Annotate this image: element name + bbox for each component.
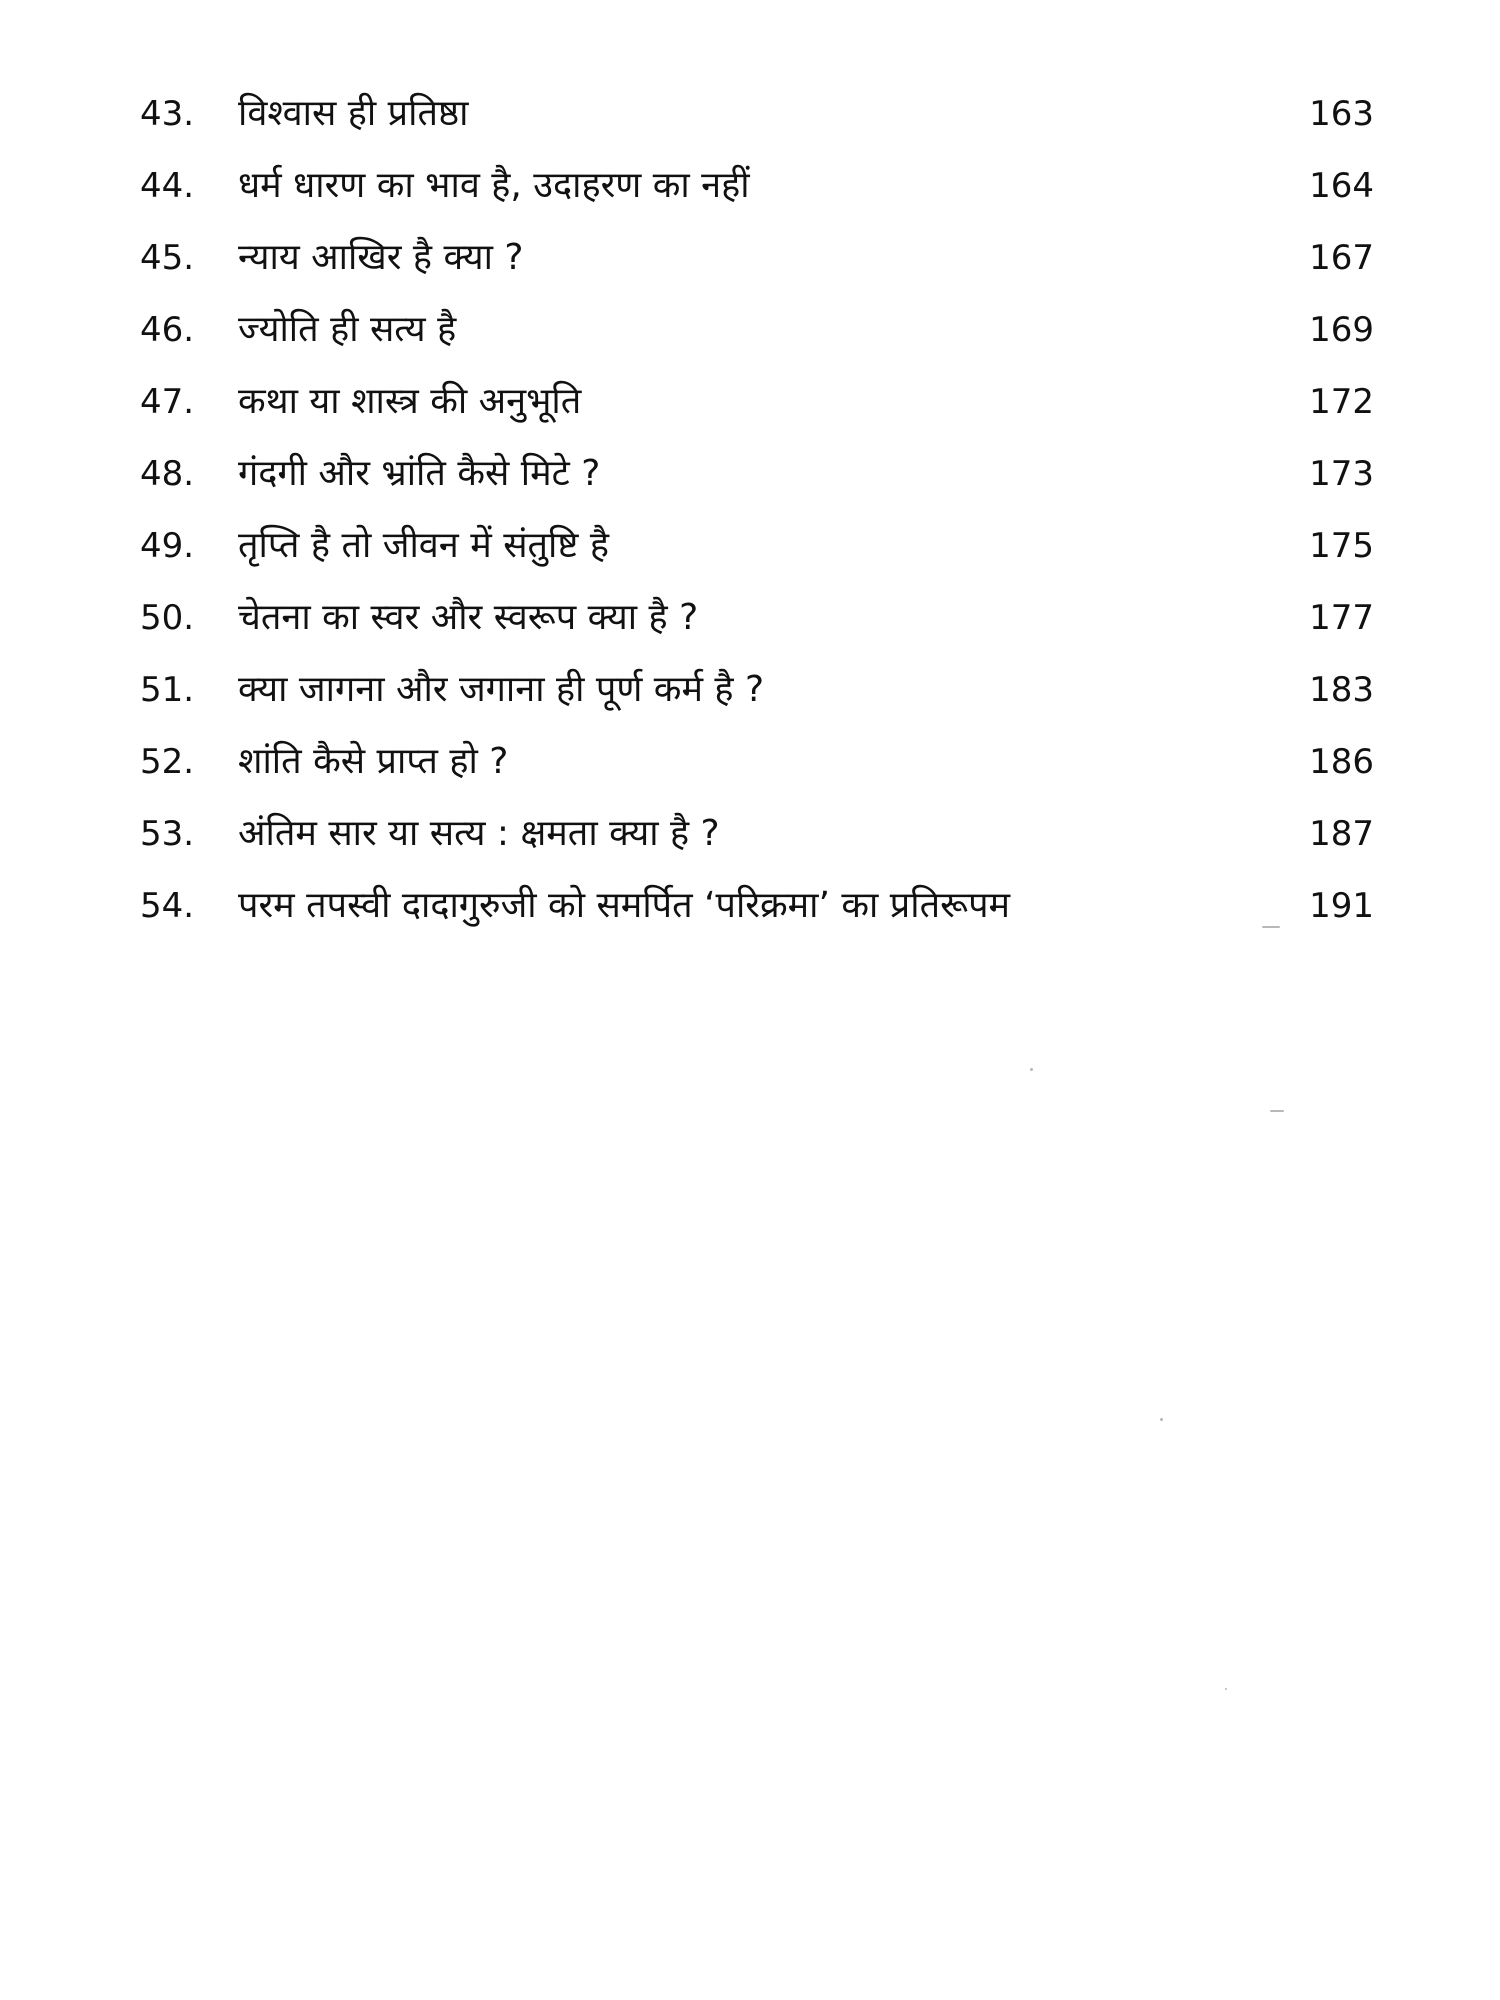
toc-entry — [0, 298, 1500, 370]
entry-title: अंतिम सार या सत्य : क्षमता क्या है ? — [238, 813, 720, 854]
entry-page-number: 186 — [1309, 742, 1374, 782]
entry-number: 54. — [140, 886, 195, 926]
scan-speck — [1225, 1688, 1227, 1690]
entry-title: ज्योति ही सत्य है — [238, 309, 457, 350]
entry-page-number: 191 — [1309, 886, 1374, 926]
entry-title: शांति कैसे प्राप्त हो ? — [238, 741, 509, 782]
entry-number: 45. — [140, 238, 195, 278]
entry-number: 46. — [140, 310, 195, 350]
scan-speck — [1160, 1418, 1163, 1421]
entry-number: 44. — [140, 166, 195, 206]
entry-title: गंदगी और भ्रांति कैसे मिटे ? — [238, 453, 601, 494]
toc-entry — [0, 874, 1500, 946]
entry-title: तृप्ति है तो जीवन में संतुष्टि है — [238, 525, 609, 566]
toc-entry — [0, 730, 1500, 802]
table-of-contents — [0, 82, 1500, 946]
entry-number: 43. — [140, 94, 195, 134]
entry-title: परम तपस्वी दादागुरुजी को समर्पित ‘परिक्रमा’ का प्रतिरूपम — [238, 885, 1011, 926]
entry-page-number: 172 — [1309, 382, 1374, 422]
toc-entry — [0, 154, 1500, 226]
entry-page-number: 187 — [1309, 814, 1374, 854]
entry-title: कथा या शास्त्र की अनुभूति — [238, 381, 582, 422]
entry-title: चेतना का स्वर और स्वरूप क्या है ? — [238, 597, 699, 638]
entry-number: 50. — [140, 598, 195, 638]
entry-number: 53. — [140, 814, 195, 854]
entry-number: 52. — [140, 742, 195, 782]
entry-number: 47. — [140, 382, 195, 422]
toc-entry — [0, 82, 1500, 154]
toc-entry — [0, 226, 1500, 298]
entry-page-number: 163 — [1309, 94, 1374, 134]
entry-page-number: 183 — [1309, 670, 1374, 710]
entry-page-number: 173 — [1309, 454, 1374, 494]
entry-title: धर्म धारण का भाव है, उदाहरण का नहीं — [238, 165, 750, 206]
scan-speck — [1270, 1110, 1284, 1112]
entry-title: क्या जागना और जगाना ही पूर्ण कर्म है ? — [238, 669, 765, 710]
entry-number: 51. — [140, 670, 195, 710]
scan-speck — [1262, 926, 1280, 928]
toc-entry — [0, 658, 1500, 730]
entry-page-number: 177 — [1309, 598, 1374, 638]
entry-title: न्याय आखिर है क्या ? — [238, 237, 524, 278]
toc-entry — [0, 514, 1500, 586]
entry-page-number: 169 — [1309, 310, 1374, 350]
entry-number: 49. — [140, 526, 195, 566]
entry-number: 48. — [140, 454, 195, 494]
scan-speck — [1030, 1068, 1033, 1071]
toc-entry — [0, 586, 1500, 658]
entry-title: विश्वास ही प्रतिष्ठा — [238, 93, 469, 134]
toc-entry — [0, 442, 1500, 514]
entry-page-number: 164 — [1309, 166, 1374, 206]
toc-entry — [0, 802, 1500, 874]
entry-page-number: 175 — [1309, 526, 1374, 566]
entry-page-number: 167 — [1309, 238, 1374, 278]
toc-entry — [0, 370, 1500, 442]
